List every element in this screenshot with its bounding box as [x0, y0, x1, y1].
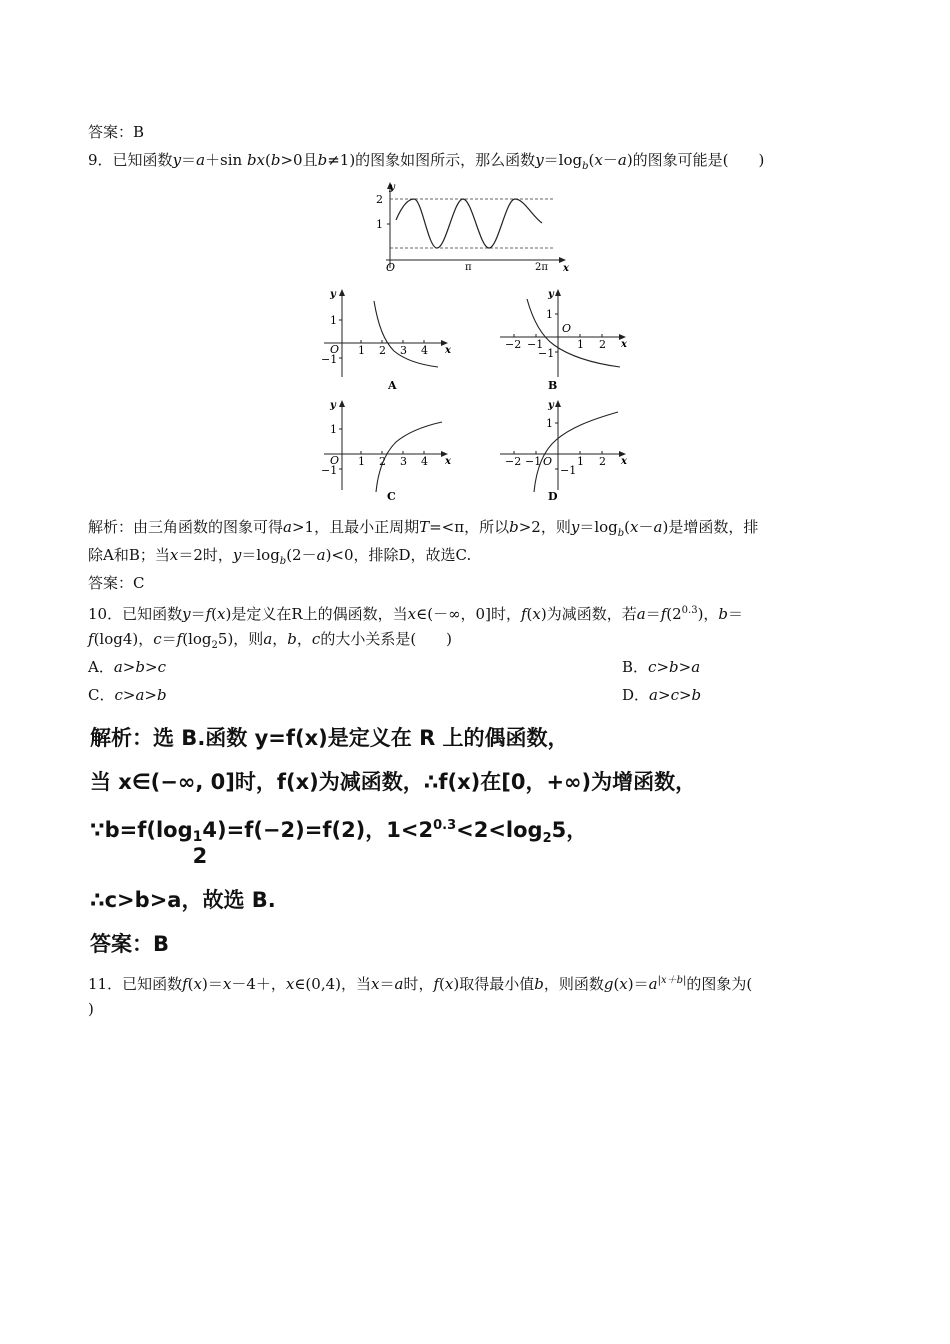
q10-text: ＝	[728, 605, 744, 623]
panel-b-x-tick: −2	[505, 338, 522, 351]
sol10-log-base-numerator: 1	[192, 829, 203, 845]
q9-text: >0且	[280, 151, 318, 169]
q10-text: (log4)，	[93, 630, 154, 648]
q10-var: f	[520, 605, 527, 623]
q10-var: f	[176, 630, 183, 648]
q11-text: ＝	[379, 975, 395, 993]
q10-var: a	[263, 630, 273, 648]
fig-top-x-tick: π	[465, 262, 472, 272]
q10-var: b	[718, 605, 729, 623]
sol9-var: y	[232, 546, 242, 564]
q10-text: ，	[296, 630, 312, 648]
sol9-text: )是增函数，排	[662, 518, 759, 536]
option-label: B．	[622, 658, 649, 676]
q10-var: c	[311, 630, 321, 648]
panel-b-x-label: x	[621, 339, 627, 350]
option-label: A．	[88, 658, 114, 676]
question-10-line-1	[88, 600, 743, 625]
q10-text: ＝	[161, 630, 177, 648]
q10-var: f	[660, 605, 667, 623]
sol9-var: a	[316, 546, 326, 564]
sol9-var: a	[283, 518, 292, 536]
q11-text: )＝	[627, 975, 649, 993]
answer-prev: 答案：B	[88, 123, 145, 141]
q10-var: f	[88, 630, 94, 648]
sol9-var: x	[630, 518, 639, 536]
option-var: b	[135, 658, 145, 676]
panel-c-origin: O	[330, 454, 340, 467]
option-c-graph	[316, 396, 456, 506]
q9-num: 9．	[88, 151, 113, 169]
question-9	[88, 149, 764, 178]
sol9-text: 除A和B；当	[88, 546, 170, 564]
answer-10: 答案：B	[90, 932, 170, 956]
q10-text: (log	[182, 630, 212, 648]
q9-text: －	[602, 151, 618, 169]
panel-c-x-tick: 1	[358, 455, 365, 468]
q9-text: ≠1)的图象如图所示，那么函数	[327, 151, 536, 169]
q9-sub: b	[582, 161, 589, 172]
q11-text: (	[439, 975, 445, 993]
fig-top-y-tick: 2	[376, 193, 383, 206]
q9-var: a	[617, 151, 627, 169]
q11-text: )取得最小值	[453, 975, 535, 993]
q10-text: (	[211, 605, 218, 623]
fig-top-x-tick: 2π	[535, 262, 548, 272]
q9-text: 已知函数	[112, 151, 173, 169]
q10-text: )是定义在R上的偶函数，当	[225, 605, 408, 623]
sine-graph-figure	[372, 176, 572, 272]
sol10-sup: 0.3	[433, 818, 457, 833]
panel-a-y-tick: −1	[321, 353, 338, 366]
panel-c-x-tick: 4	[421, 455, 428, 468]
q11-var: b	[534, 975, 544, 993]
sol9-text: >2，则	[518, 518, 571, 536]
q9-var: y	[172, 151, 182, 169]
sol9-var: a	[653, 518, 663, 536]
option-var: b	[157, 686, 167, 704]
sol9-text: ＝2时，	[178, 546, 233, 564]
fig-top-origin: O	[386, 261, 396, 272]
panel-d-origin: O	[543, 455, 553, 468]
q11-text: (	[613, 975, 620, 993]
panel-c-x-tick: 2	[379, 455, 386, 468]
question-11-line-1	[88, 970, 752, 995]
sol10-text: <2<log	[456, 818, 543, 842]
panel-d-x-tick: 2	[599, 455, 606, 468]
question-10-line-2	[88, 628, 452, 657]
q9-text: (	[588, 151, 595, 169]
option-sign: >	[678, 658, 692, 676]
q9-var: y	[535, 151, 544, 169]
panel-a-origin: O	[330, 343, 340, 356]
option-var: b	[669, 658, 679, 676]
option-var: a	[691, 658, 701, 676]
option-b-graph	[494, 285, 634, 395]
q9-text: ＋sin	[205, 151, 247, 169]
q10-text: ＝	[645, 605, 661, 623]
q10-text: 5)，则	[217, 630, 264, 648]
option-var: c	[648, 658, 657, 676]
option-d-graph	[494, 396, 634, 506]
q10-text: ＝	[190, 605, 206, 623]
option-c	[88, 684, 167, 706]
q10-text: )，	[697, 605, 719, 623]
option-label: C．	[88, 686, 115, 704]
panel-c-y-tick: 1	[330, 423, 337, 436]
solution-10-line-2: 当 x∈(−∞, 0]时，f(x)为减函数，∴f(x)在[0，+∞)为增函数，	[90, 770, 697, 794]
q11-text: 时，	[403, 975, 434, 993]
panel-a-x-tick: 3	[400, 344, 407, 357]
q9-text: ＝	[181, 151, 197, 169]
sol9-text: ＝log	[241, 546, 280, 564]
q11-var: x	[222, 975, 232, 993]
q10-var: x	[407, 605, 417, 623]
q10-var: x	[532, 605, 541, 623]
sol9-var: y	[570, 518, 580, 536]
q11-text: 11．已知函数	[88, 975, 183, 993]
q10-text: ∈(－∞，0]时，	[416, 605, 521, 623]
option-var: c	[670, 686, 679, 704]
q10-text: (2	[666, 605, 682, 623]
q11-var: x	[285, 975, 295, 993]
panel-d-y-tick: −1	[560, 464, 577, 477]
q9-var: a	[196, 151, 206, 169]
q11-var: x	[193, 975, 202, 993]
panel-c-y-label: y	[330, 400, 336, 411]
q10-text: ，	[272, 630, 288, 648]
option-sign: >	[657, 686, 671, 704]
q11-var: f	[433, 975, 440, 993]
panel-d-x-tick: −1	[525, 455, 542, 468]
panel-d-x-tick: −2	[505, 455, 522, 468]
answer-9: 答案：C	[88, 574, 145, 592]
panel-a-x-tick: 1	[358, 344, 365, 357]
q9-var: b	[317, 151, 328, 169]
panel-d-caption: D	[548, 490, 558, 503]
sol9-text: (	[624, 518, 631, 536]
option-var: c	[157, 658, 166, 676]
solution-9-line-2	[88, 544, 471, 573]
sol10-text: 4)=f(−2)=f(2)，1<2	[202, 818, 434, 842]
option-sign: >	[122, 686, 136, 704]
panel-c-x-tick: 3	[400, 455, 407, 468]
panel-b-x-tick: −1	[527, 338, 544, 351]
panel-d-y-tick: 1	[546, 417, 553, 430]
fig-top-y-tick: 1	[376, 218, 383, 231]
panel-b-y-tick: −1	[538, 347, 555, 360]
q11-text: 的图象为(	[686, 975, 753, 993]
q9-text: )的图象可能是( )	[626, 151, 765, 169]
option-var: a	[135, 686, 145, 704]
q10-text: 的大小关系是( )	[320, 630, 453, 648]
sol9-text: ＝log	[579, 518, 618, 536]
panel-a-y-label: y	[330, 289, 336, 300]
option-var: b	[691, 686, 702, 704]
q11-text: －4＋，	[231, 975, 286, 993]
q10-var: c	[153, 630, 162, 648]
q10-var: a	[636, 605, 646, 623]
sol9-text: )<0，排除D，故选C.	[325, 546, 472, 564]
q10-sub: 2	[211, 640, 218, 651]
panel-b-y-tick: 1	[546, 308, 553, 321]
sol9-text: (2－	[286, 546, 317, 564]
panel-c-x-label: x	[445, 456, 451, 467]
sol10-log-base-denominator: 2	[192, 844, 208, 868]
option-sign: >	[656, 658, 670, 676]
panel-b-caption: B	[548, 379, 558, 392]
q11-sup: |x＋b|	[657, 975, 687, 986]
sol9-sub: b	[279, 556, 287, 567]
option-label: D．	[622, 686, 650, 704]
q10-var: b	[287, 630, 297, 648]
q10-var: f	[205, 605, 212, 623]
sol9-sub: b	[617, 528, 625, 539]
panel-b-origin: O	[562, 322, 572, 335]
option-a	[88, 656, 166, 678]
panel-d-x-label: x	[621, 456, 627, 467]
q10-var: y	[182, 605, 191, 623]
sol9-text: 解析：由三角函数的图象可得	[88, 518, 284, 536]
sol9-var: b	[509, 518, 519, 536]
option-sign: >	[678, 686, 692, 704]
q10-text: 10．已知函数	[88, 605, 183, 623]
q11-text: ∈(0,4)，当	[294, 975, 371, 993]
panel-c-y-tick: −1	[321, 464, 338, 477]
option-var: c	[114, 686, 123, 704]
option-b	[622, 656, 700, 678]
panel-d-y-label: y	[548, 400, 554, 411]
option-var: a	[113, 658, 123, 676]
q11-var: g	[603, 975, 614, 993]
solution-10-line-3	[90, 812, 588, 868]
panel-b-x-tick: 2	[599, 338, 606, 351]
panel-a-x-tick: 2	[379, 344, 386, 357]
sol9-var: T	[419, 518, 430, 536]
q11-text: (	[187, 975, 194, 993]
option-a-graph	[316, 285, 456, 395]
q11-var: f	[182, 975, 188, 993]
panel-a-caption: A	[388, 379, 397, 392]
q9-text: (	[265, 151, 271, 169]
q11-var: x	[619, 975, 628, 993]
fig-top-y-label: y	[389, 182, 395, 193]
panel-b-x-tick: 1	[577, 338, 584, 351]
panel-b-y-label: y	[548, 289, 554, 300]
option-var: a	[649, 686, 658, 704]
q11-text: ，则函数	[543, 975, 604, 993]
panel-c-caption: C	[387, 490, 396, 503]
panel-a-y-tick: 1	[330, 314, 337, 327]
q10-text: )为减函数，若	[540, 605, 637, 623]
q11-text: )＝	[201, 975, 223, 993]
fig-top-x-label: x	[563, 263, 569, 272]
option-sign: >	[144, 658, 158, 676]
option-d	[622, 684, 701, 706]
sol9-text: =<π，所以	[429, 518, 510, 536]
q10-var: x	[217, 605, 226, 623]
q11-var: x	[444, 975, 454, 993]
q9-var: b	[270, 151, 281, 169]
solution-10-line-1: 解析：选 B.函数 y=f(x)是定义在 R 上的偶函数，	[90, 726, 569, 750]
q11-var: a	[394, 975, 404, 993]
panel-a-x-tick: 4	[421, 344, 428, 357]
panel-a-x-label: x	[445, 345, 451, 356]
option-sign: >	[122, 658, 136, 676]
q11-var: a	[648, 975, 658, 993]
sol10-sub: 2	[542, 831, 552, 847]
q10-text: (	[526, 605, 533, 623]
solution-9-line-1	[88, 516, 758, 545]
q10-sup: 0.3	[681, 605, 698, 616]
q9-var: x	[594, 151, 603, 169]
q9-text: ＝log	[543, 151, 583, 169]
question-11-line-2: )	[88, 1000, 94, 1018]
sol9-text: >1，且最小正周期	[291, 518, 420, 536]
solution-10-line-4: ∴c>b>a，故选 B.	[90, 888, 276, 912]
panel-d-x-tick: 1	[577, 455, 584, 468]
sol9-text: －	[638, 518, 654, 536]
option-sign: >	[144, 686, 157, 704]
sol10-text: ∵b=f(log	[90, 818, 193, 842]
q9-var: bx	[246, 151, 266, 169]
sol9-var: x	[169, 546, 179, 564]
sol10-text: 5，	[551, 818, 588, 842]
q11-var: x	[371, 975, 380, 993]
